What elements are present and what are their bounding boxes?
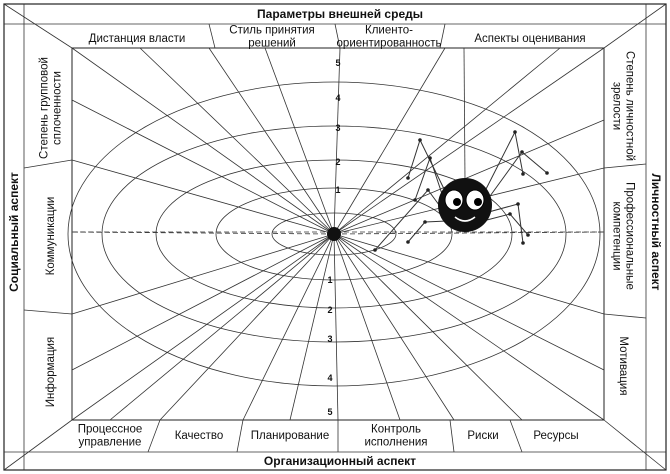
top-cell-label-line: ориентированность: [336, 37, 442, 50]
web-spoke: [334, 234, 604, 420]
top-cell-divider: [209, 24, 215, 48]
web-spoke: [72, 160, 334, 234]
web: [68, 48, 604, 420]
spider-leg-joint: [508, 212, 512, 216]
right-cell-label-line: Степень личностной: [623, 50, 636, 162]
right-cell-label: [617, 336, 629, 395]
scale-lower-label: 1: [327, 275, 333, 285]
aspect-top: Параметры внешней среды: [257, 7, 423, 21]
aspect-left: Социальный аспект: [7, 172, 21, 292]
right-cell-label: [611, 51, 636, 161]
bottom-cell-label: [364, 424, 427, 449]
web-spoke: [72, 48, 334, 234]
right-cell-label-line: компетенции: [610, 201, 623, 271]
left-cell-label-line: сплоченности: [51, 71, 64, 145]
left-cell-label-line: Коммуникации: [45, 196, 57, 276]
bottom-cell-label-line: управление: [78, 436, 142, 449]
spider-thread: [464, 48, 465, 180]
web-spoke: [290, 234, 334, 420]
corner-rule: [4, 420, 72, 470]
spider-leg-joint: [413, 198, 417, 202]
left-cell-divider: [24, 160, 72, 168]
bottom-cell-label: [78, 424, 143, 449]
spider-leg-joint: [406, 240, 410, 244]
scale-lower-label: 5: [327, 407, 333, 417]
bottom-cell-label-line: Ресурсы: [533, 430, 579, 442]
left-cell-label: [45, 197, 57, 276]
spider-leg-joint: [520, 150, 524, 154]
bottom-cell-label-line: Риски: [467, 430, 499, 442]
spider-leg: [408, 221, 447, 242]
bottom-cell-label-line: Контроль: [371, 423, 421, 436]
bottom-cell-label-line: Процессное: [77, 423, 143, 436]
right-cell-label-line: Профессиональные: [623, 182, 636, 290]
bottom-cell-label-line: Качество: [174, 430, 224, 442]
spider-leg-joint: [406, 176, 410, 180]
scale-upper-label: 5: [335, 58, 341, 68]
top-cell-label: [89, 33, 186, 45]
scale-lower-label: 3: [327, 334, 333, 344]
left-cell-label: [45, 337, 57, 407]
top-cell-label-line: Стиль принятия: [229, 24, 315, 37]
web-hub: [327, 227, 341, 241]
top-cell-label-line: Клиенто-: [365, 24, 413, 37]
left-cell-divider: [24, 310, 72, 314]
bottom-cell-label: [175, 430, 224, 442]
aspect-right: Личностный аспект: [649, 173, 663, 291]
spider-leg-joint: [521, 172, 525, 176]
top-cell-label-line: Дистанция власти: [88, 33, 186, 45]
top-cell-label-line: решений: [248, 37, 296, 50]
spider-leg-joint: [426, 188, 430, 192]
spider-pupil-right: [474, 198, 482, 206]
spider-leg-joint: [418, 138, 422, 142]
top-cell-label: [229, 25, 314, 50]
corner-rule: [604, 420, 666, 470]
spider-leg-joint: [513, 130, 517, 134]
web-spoke: [243, 234, 334, 420]
spider-leg-joint: [423, 220, 427, 224]
spider-leg-joint: [526, 233, 530, 237]
corner-rule: [4, 4, 72, 48]
scale-lower-label: 2: [327, 305, 333, 315]
spider-leg: [485, 152, 547, 203]
scale-upper-label: 3: [335, 123, 341, 133]
bottom-cell-divider: [237, 420, 243, 452]
spider-leg-joint: [545, 171, 549, 175]
corner-rule: [604, 4, 666, 48]
bottom-cell-divider: [510, 420, 522, 452]
bottom-cell-label: [533, 430, 578, 442]
left-cell-label-line: Информация: [45, 336, 57, 408]
bottom-cell-label: [251, 430, 329, 442]
web-spoke: [334, 48, 340, 234]
web-spoke: [72, 100, 334, 234]
bottom-cell-label-line: Планирование: [250, 430, 330, 442]
top-cell-label: [337, 25, 442, 50]
bottom-cell-divider: [450, 420, 454, 452]
bottom-cell-label-line: исполнения: [364, 436, 428, 449]
right-cell-label-line: Мотивация: [617, 336, 629, 396]
top-cell-label-line: Аспекты оценивания: [474, 33, 586, 45]
right-cell-label: [611, 182, 636, 290]
left-cell-label: [39, 57, 64, 159]
web-spoke: [209, 48, 334, 234]
left-cell-label-line: Степень групповой: [38, 57, 51, 159]
web-spoke: [110, 234, 334, 420]
scale-upper-label: 1: [335, 185, 341, 195]
right-cell-divider: [604, 164, 646, 168]
scale-lower-label: 4: [327, 373, 333, 383]
spider-leg-joint: [521, 241, 525, 245]
aspect-bottom: Организационный аспект: [263, 454, 417, 468]
bottom-cell-divider: [148, 420, 160, 452]
bottom-cell-label: [467, 430, 498, 442]
spider-leg-joint: [373, 248, 377, 252]
spider-pupil-left: [453, 198, 461, 206]
right-cell-label-line: зрелости: [610, 81, 623, 131]
web-spoke: [334, 234, 454, 420]
web-spoke: [265, 48, 334, 234]
scale-upper-label: 2: [335, 157, 341, 167]
spider-leg: [483, 132, 523, 195]
top-cell-label: [474, 33, 585, 45]
spider-leg-joint: [428, 156, 432, 160]
spider-leg-joint: [516, 202, 520, 206]
right-cell-divider: [604, 314, 646, 318]
scale-upper-label: 4: [335, 93, 341, 103]
web-spoke: [334, 234, 338, 420]
web-spoke: [160, 234, 334, 420]
web-spoke: [72, 234, 334, 420]
